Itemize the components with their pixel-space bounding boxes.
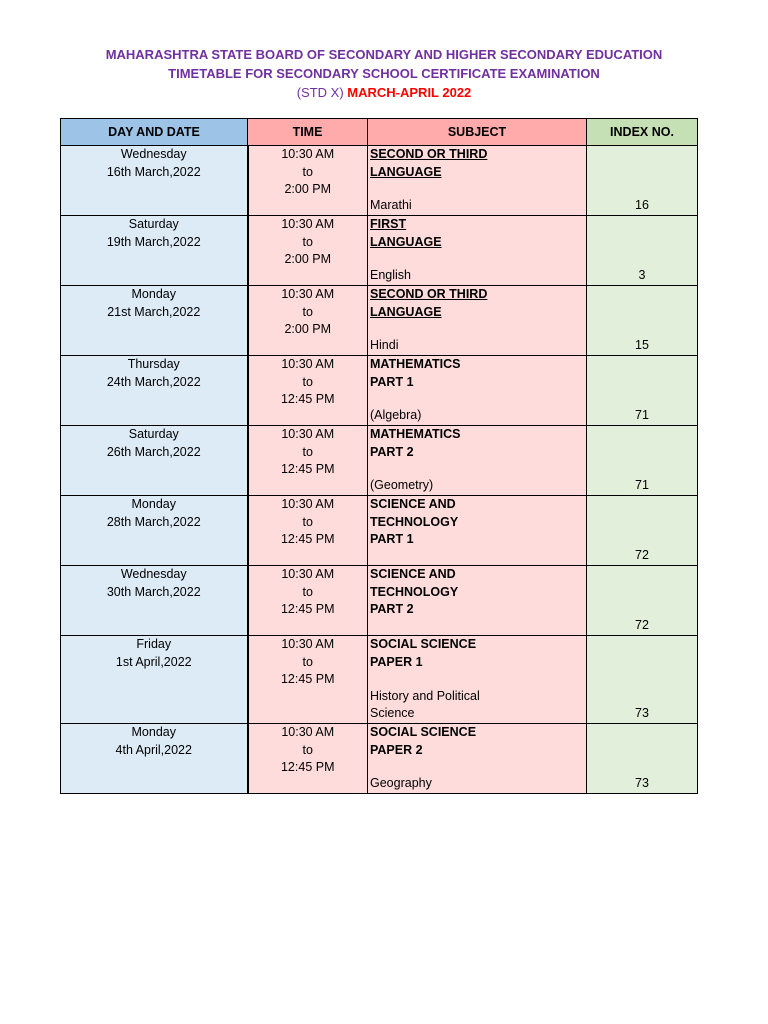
subject-line-1: MATHEMATICS [370, 357, 461, 371]
subject-cell [368, 146, 587, 216]
col-header-day: DAY AND DATE [61, 119, 248, 146]
subject-cell [368, 216, 587, 286]
time-cell [248, 356, 368, 426]
timetable-title: TIMETABLE FOR SECONDARY SCHOOL CERTIFICATE EXAMINATION [168, 66, 600, 81]
exam-date: 21st March,2022 [107, 304, 201, 319]
subject-cell [368, 356, 587, 426]
subject-line-2: TECHNOLOGY [370, 584, 459, 599]
index-cell [587, 426, 698, 496]
subject-line-2: PART 1 [370, 374, 414, 389]
exam-date: 28th March,2022 [106, 514, 201, 529]
start-time: 10:30 AM [281, 217, 335, 231]
time-separator: to [302, 234, 313, 249]
end-time: 12:45 PM [280, 602, 335, 617]
day-date-cell [61, 216, 248, 286]
index-cell [587, 356, 698, 426]
table-row [61, 146, 698, 216]
subject-detail: English [370, 268, 411, 283]
subject-detail: Geography [370, 776, 432, 791]
index-number: 72 [635, 548, 649, 563]
end-time: 2:00 PM [284, 252, 332, 267]
subject-cell [368, 636, 587, 724]
index-cell [587, 566, 698, 636]
subject-line-3: PART 1 [370, 532, 414, 547]
day-date-cell [61, 286, 248, 356]
subject-line-2: LANGUAGE [370, 234, 442, 249]
time-separator: to [302, 654, 313, 669]
col-header-subject: SUBJECT [368, 119, 587, 146]
subject-cell [368, 426, 587, 496]
exam-date: 19th March,2022 [106, 234, 201, 249]
index-number: 3 [638, 268, 646, 283]
subject-line-2: PAPER 1 [370, 654, 423, 669]
index-cell [587, 146, 698, 216]
end-time: 12:45 PM [280, 392, 335, 407]
subject-detail: Marathi [370, 198, 412, 213]
time-separator: to [302, 164, 313, 179]
timetable [60, 118, 698, 794]
day-name: Friday [136, 637, 172, 651]
start-time: 10:30 AM [281, 287, 335, 301]
start-time: 10:30 AM [281, 725, 335, 739]
index-cell [587, 496, 698, 566]
end-time: 2:00 PM [284, 322, 332, 337]
end-time: 12:45 PM [280, 672, 335, 687]
exam-date: 1st April,2022 [115, 654, 192, 669]
start-time: 10:30 AM [281, 567, 335, 581]
time-cell [248, 146, 368, 216]
start-time: 10:30 AM [281, 637, 335, 651]
time-cell [248, 566, 368, 636]
table-row [61, 356, 698, 426]
time-separator: to [302, 514, 313, 529]
table-row [61, 724, 698, 794]
start-time: 10:30 AM [281, 427, 335, 441]
subject-cell [368, 286, 587, 356]
exam-date: 4th April,2022 [115, 742, 192, 757]
subject-cell [368, 566, 587, 636]
exam-date: 30th March,2022 [106, 584, 201, 599]
time-separator: to [302, 304, 313, 319]
exam-session: MARCH-APRIL 2022 [347, 85, 472, 100]
start-time: 10:30 AM [281, 357, 335, 371]
subject-line-1: MATHEMATICS [370, 427, 461, 441]
day-date-cell [61, 146, 248, 216]
subject-cell [368, 496, 587, 566]
index-cell [587, 636, 698, 724]
day-date-cell [61, 426, 248, 496]
subject-line-1: SOCIAL SCIENCE [370, 725, 477, 739]
start-time: 10:30 AM [281, 497, 335, 511]
time-cell [248, 724, 368, 794]
day-name: Monday [131, 725, 176, 739]
subject-detail: (Algebra) [370, 408, 422, 423]
subject-line-1: SOCIAL SCIENCE [370, 637, 477, 651]
subject-detail-line-2: Science [370, 706, 415, 721]
time-separator: to [302, 584, 313, 599]
table-header-row [61, 119, 698, 146]
table-row [61, 496, 698, 566]
day-name: Wednesday [120, 567, 187, 581]
index-cell [587, 216, 698, 286]
subject-line-2: TECHNOLOGY [370, 514, 459, 529]
time-cell [248, 286, 368, 356]
end-time: 12:45 PM [280, 462, 335, 477]
day-name: Monday [131, 497, 176, 511]
time-cell [248, 216, 368, 286]
col-header-index: INDEX NO. [587, 119, 698, 146]
end-time: 2:00 PM [284, 182, 332, 197]
index-number: 71 [635, 478, 649, 493]
index-number: 72 [635, 618, 649, 633]
day-date-cell [61, 356, 248, 426]
time-cell [248, 496, 368, 566]
subject-detail: (Geometry) [370, 478, 434, 493]
time-cell [248, 426, 368, 496]
table-row [61, 286, 698, 356]
day-name: Saturday [128, 217, 179, 231]
day-date-cell [61, 566, 248, 636]
day-date-cell [61, 636, 248, 724]
time-cell [248, 636, 368, 724]
subject-line-2: LANGUAGE [370, 164, 442, 179]
subject-line-2: PART 2 [370, 444, 414, 459]
end-time: 12:45 PM [280, 532, 335, 547]
subject-detail: Hindi [370, 338, 399, 353]
day-name: Saturday [128, 427, 179, 441]
day-name: Wednesday [120, 147, 187, 161]
subject-line-1: SECOND OR THIRD [370, 147, 488, 161]
index-number: 73 [635, 776, 649, 791]
subject-line-1: SCIENCE AND [370, 567, 456, 581]
time-separator: to [302, 742, 313, 757]
index-cell [587, 724, 698, 794]
index-number: 16 [635, 198, 649, 213]
start-time: 10:30 AM [281, 147, 335, 161]
day-name: Thursday [127, 357, 180, 371]
col-header-time: TIME [248, 119, 368, 146]
std-label: (STD X) [296, 85, 344, 100]
table-row [61, 636, 698, 724]
table-row [61, 216, 698, 286]
subject-detail-line-1: History and Political [370, 688, 480, 703]
index-number: 15 [635, 338, 649, 353]
exam-date: 24th March,2022 [106, 374, 201, 389]
day-date-cell [61, 724, 248, 794]
end-time: 12:45 PM [280, 760, 335, 775]
table-row [61, 426, 698, 496]
time-separator: to [302, 444, 313, 459]
subject-line-1: SCIENCE AND [370, 497, 456, 511]
day-name: Monday [131, 287, 176, 301]
time-separator: to [302, 374, 313, 389]
subject-line-1: SECOND OR THIRD [370, 287, 488, 301]
index-number: 73 [635, 706, 649, 721]
exam-date: 26th March,2022 [106, 444, 201, 459]
subject-line-1: FIRST [370, 217, 407, 231]
exam-subtitle [0, 85, 768, 100]
index-number: 71 [635, 408, 649, 423]
board-title: MAHARASHTRA STATE BOARD OF SECONDARY AND HIGHER SECONDARY EDUCATION [105, 47, 663, 62]
exam-date: 16th March,2022 [106, 164, 201, 179]
subject-line-3: PART 2 [370, 602, 414, 617]
day-date-cell [61, 496, 248, 566]
subject-line-2: LANGUAGE [370, 304, 442, 319]
subject-detail [370, 688, 480, 723]
index-cell [587, 286, 698, 356]
subject-cell [368, 724, 587, 794]
subject-line-2: PAPER 2 [370, 742, 423, 757]
table-row [61, 566, 698, 636]
